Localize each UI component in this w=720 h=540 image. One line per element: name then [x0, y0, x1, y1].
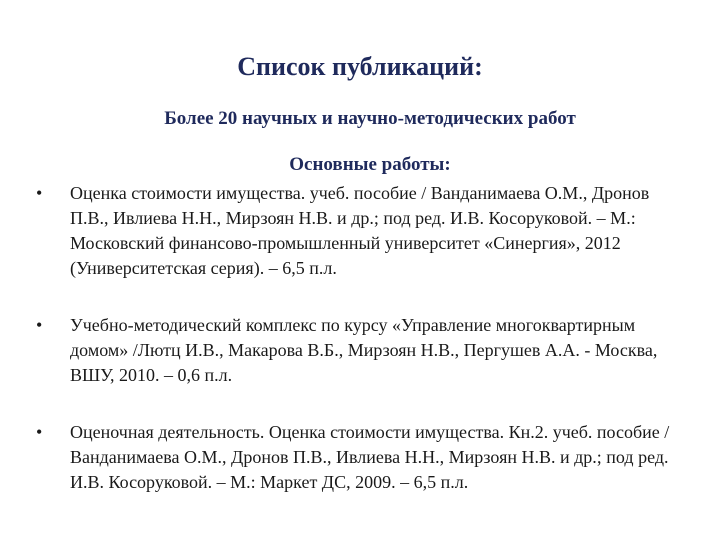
publication-item — [36, 420, 676, 495]
bullet-icon: • — [36, 315, 43, 335]
section-heading: Основные работы: — [289, 154, 451, 175]
slide-title: Список публикаций: — [237, 52, 483, 81]
publication-text: Оценка стоимости имущества. учеб. пособие / Ванданимаева О.М., Дронов П.В., Ивлиева Н.Н., Мирзоян Н.В. и др.; под ред. И.В. Косоруковой. – М.: Московский финансово-промышленный университет «Синергия», 2012 (Университетская серия). – 6,5 п.л. — [70, 183, 650, 278]
publication-item — [36, 313, 676, 388]
publication-text: Учебно-методический комплекс по курсу «Управление многоквартирным домом» /Лютц И.В., Макарова В.Б., Мирзоян Н.В., Пергушев А.А. - Москва, ВШУ, 2010. – 0,6 п.л. — [70, 315, 658, 385]
publication-item — [36, 181, 676, 281]
publication-text: Оценочная деятельность. Оценка стоимости имущества. Кн.2. учеб. пособие / Ванданимаева О.М., Дронов П.В., Ивлиева Н.Н., Мирзоян Н.В. и др.; под ред. И.В. Косоруковой. – М.: Маркет ДС, 2009. – 6,5 п.л. — [70, 422, 670, 492]
bullet-icon: • — [36, 183, 43, 203]
slide-subtitle: Более 20 научных и научно-методических работ — [164, 108, 576, 129]
publication-list — [36, 181, 676, 495]
bullet-icon: • — [36, 422, 43, 442]
